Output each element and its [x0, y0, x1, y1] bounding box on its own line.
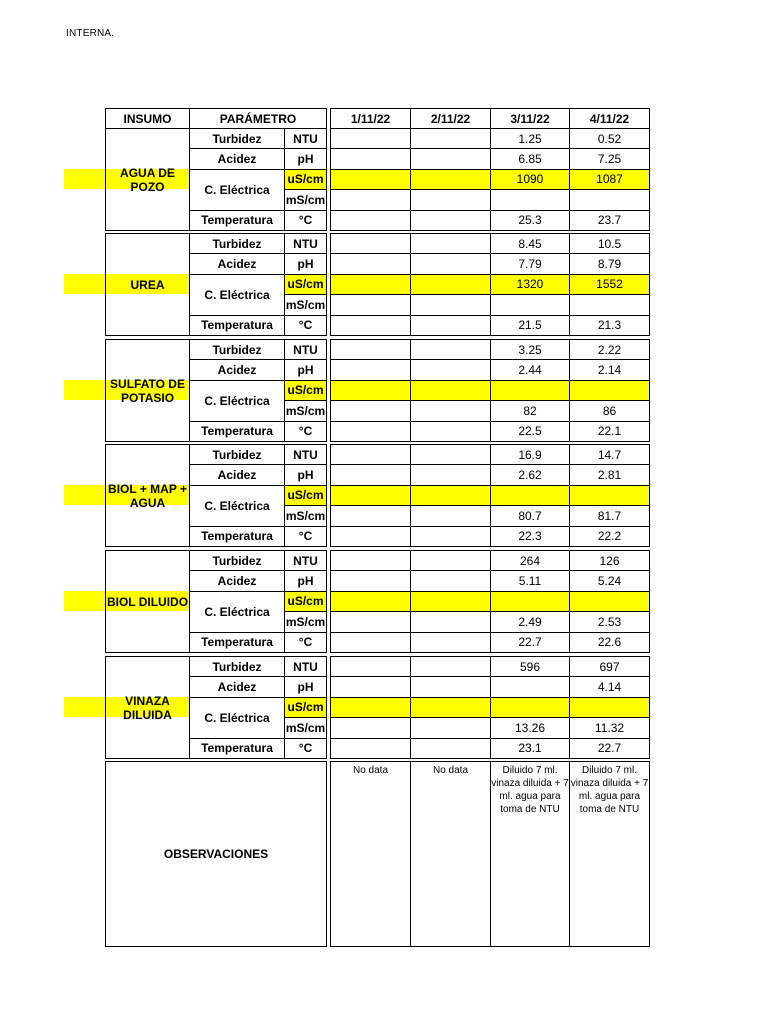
value-cell — [410, 464, 491, 485]
value-cell — [490, 189, 570, 210]
value-cell — [490, 676, 570, 697]
value-cell — [410, 274, 491, 295]
value-cell: 21.5 — [490, 315, 570, 336]
value-cell — [410, 591, 491, 612]
value-cell — [330, 738, 411, 759]
header-insumo: INSUMO — [105, 108, 190, 129]
unit-us: uS/cm — [284, 591, 327, 612]
value-cell — [410, 717, 491, 738]
param-temperatura: Temperatura — [189, 738, 285, 759]
insumo-name: SULFATO DE POTASIO — [105, 339, 190, 442]
observation-note: No data — [410, 761, 491, 947]
header-date: 2/11/22 — [410, 108, 491, 129]
unit-ms: mS/cm — [284, 717, 327, 738]
observation-note: Diluido 7 ml. vinaza diluida + 7 ml. agua para toma de NTU — [490, 761, 570, 947]
value-cell — [410, 611, 491, 632]
value-cell: 7.79 — [490, 253, 570, 274]
value-cell — [410, 632, 491, 653]
value-cell: 1090 — [490, 169, 570, 190]
value-cell: 3.25 — [490, 339, 570, 360]
value-cell — [330, 611, 411, 632]
value-cell: 596 — [490, 656, 570, 677]
unit-ms: mS/cm — [284, 189, 327, 210]
value-cell: 2.81 — [569, 464, 650, 485]
param-temperatura: Temperatura — [189, 210, 285, 231]
value-cell: 80.7 — [490, 505, 570, 526]
value-cell — [330, 717, 411, 738]
value-cell — [410, 189, 491, 210]
value-cell — [330, 676, 411, 697]
unit-ph: pH — [284, 359, 327, 380]
param-conductividad: C. Eléctrica — [189, 591, 285, 633]
insumo-name: AGUA DE POZO — [105, 128, 190, 231]
value-cell — [569, 485, 650, 506]
value-cell — [330, 169, 411, 190]
value-cell: 7.25 — [569, 148, 650, 169]
value-cell — [330, 464, 411, 485]
value-cell: 0.52 — [569, 128, 650, 149]
param-acidez: Acidez — [189, 570, 285, 591]
value-cell: 23.7 — [569, 210, 650, 231]
value-cell: 2.22 — [569, 339, 650, 360]
value-cell — [410, 738, 491, 759]
unit-ph: pH — [284, 464, 327, 485]
insumo-name: VINAZA DILUIDA — [105, 656, 190, 759]
value-cell — [410, 233, 491, 254]
value-cell: 22.5 — [490, 421, 570, 442]
value-cell: 2.49 — [490, 611, 570, 632]
value-cell — [569, 189, 650, 210]
value-cell — [330, 253, 411, 274]
unit-ntu: NTU — [284, 656, 327, 677]
unit-c: °C — [284, 738, 327, 759]
unit-ms: mS/cm — [284, 611, 327, 632]
value-cell — [410, 697, 491, 718]
value-cell — [330, 526, 411, 547]
value-cell — [410, 676, 491, 697]
observation-note: Diluido 7 ml. vinaza diluida + 7 ml. agua para toma de NTU — [569, 761, 650, 947]
value-cell — [569, 697, 650, 718]
value-cell — [330, 485, 411, 506]
param-conductividad: C. Eléctrica — [189, 169, 285, 211]
value-cell: 22.7 — [490, 632, 570, 653]
value-cell: 5.11 — [490, 570, 570, 591]
param-turbidez: Turbidez — [189, 128, 285, 149]
param-acidez: Acidez — [189, 148, 285, 169]
value-cell — [410, 400, 491, 421]
value-cell: 22.7 — [569, 738, 650, 759]
value-cell — [410, 294, 491, 315]
insumo-name: BIOL DILUIDO — [105, 550, 190, 653]
value-cell — [330, 233, 411, 254]
value-cell: 81.7 — [569, 505, 650, 526]
param-temperatura: Temperatura — [189, 315, 285, 336]
value-cell: 8.45 — [490, 233, 570, 254]
unit-c: °C — [284, 315, 327, 336]
value-cell — [330, 444, 411, 465]
param-acidez: Acidez — [189, 676, 285, 697]
value-cell: 8.79 — [569, 253, 650, 274]
value-cell — [569, 591, 650, 612]
param-temperatura: Temperatura — [189, 632, 285, 653]
value-cell: 13.26 — [490, 717, 570, 738]
value-cell — [330, 210, 411, 231]
unit-us: uS/cm — [284, 169, 327, 190]
value-cell — [410, 128, 491, 149]
value-cell — [330, 656, 411, 677]
value-cell: 16.9 — [490, 444, 570, 465]
param-temperatura: Temperatura — [189, 421, 285, 442]
value-cell — [410, 570, 491, 591]
unit-us: uS/cm — [284, 485, 327, 506]
param-conductividad: C. Eléctrica — [189, 380, 285, 422]
value-cell: 11.32 — [569, 717, 650, 738]
unit-ntu: NTU — [284, 233, 327, 254]
value-cell — [330, 697, 411, 718]
unit-ntu: NTU — [284, 550, 327, 571]
param-temperatura: Temperatura — [189, 526, 285, 547]
value-cell — [410, 315, 491, 336]
unit-c: °C — [284, 526, 327, 547]
unit-ntu: NTU — [284, 339, 327, 360]
value-cell: 25.3 — [490, 210, 570, 231]
value-cell: 6.85 — [490, 148, 570, 169]
unit-ph: pH — [284, 570, 327, 591]
value-cell — [330, 189, 411, 210]
param-turbidez: Turbidez — [189, 233, 285, 254]
value-cell: 1320 — [490, 274, 570, 295]
value-cell — [330, 421, 411, 442]
value-cell — [330, 632, 411, 653]
value-cell: 23.1 — [490, 738, 570, 759]
value-cell — [569, 294, 650, 315]
value-cell: 1087 — [569, 169, 650, 190]
param-turbidez: Turbidez — [189, 339, 285, 360]
value-cell — [410, 359, 491, 380]
unit-ph: pH — [284, 253, 327, 274]
value-cell — [330, 359, 411, 380]
value-cell: 1552 — [569, 274, 650, 295]
value-cell — [410, 210, 491, 231]
value-cell — [410, 421, 491, 442]
value-cell: 86 — [569, 400, 650, 421]
unit-c: °C — [284, 210, 327, 231]
value-cell — [410, 505, 491, 526]
value-cell: 22.1 — [569, 421, 650, 442]
unit-ms: mS/cm — [284, 505, 327, 526]
unit-c: °C — [284, 632, 327, 653]
param-turbidez: Turbidez — [189, 656, 285, 677]
value-cell — [490, 485, 570, 506]
value-cell: 14.7 — [569, 444, 650, 465]
value-cell: 2.14 — [569, 359, 650, 380]
value-cell — [569, 380, 650, 401]
value-cell — [330, 294, 411, 315]
header-parametro: PARÁMETRO — [189, 108, 327, 129]
value-cell: 1.25 — [490, 128, 570, 149]
value-cell: 22.3 — [490, 526, 570, 547]
value-cell: 21.3 — [569, 315, 650, 336]
param-conductividad: C. Eléctrica — [189, 485, 285, 527]
value-cell: 2.62 — [490, 464, 570, 485]
classification-label: INTERNA. — [66, 28, 115, 39]
header-date: 4/11/22 — [569, 108, 650, 129]
value-cell — [490, 294, 570, 315]
value-cell: 697 — [569, 656, 650, 677]
value-cell: 126 — [569, 550, 650, 571]
value-cell — [410, 526, 491, 547]
insumo-name: UREA — [105, 233, 190, 336]
value-cell — [330, 550, 411, 571]
header-date: 3/11/22 — [490, 108, 570, 129]
unit-us: uS/cm — [284, 274, 327, 295]
value-cell — [330, 400, 411, 421]
value-cell — [330, 148, 411, 169]
value-cell — [410, 485, 491, 506]
unit-c: °C — [284, 421, 327, 442]
value-cell — [330, 274, 411, 295]
insumo-name: BIOL + MAP + AGUA — [105, 444, 190, 547]
unit-ntu: NTU — [284, 444, 327, 465]
unit-ms: mS/cm — [284, 400, 327, 421]
unit-us: uS/cm — [284, 380, 327, 401]
value-cell — [490, 697, 570, 718]
value-cell: 2.44 — [490, 359, 570, 380]
value-cell: 4.14 — [569, 676, 650, 697]
value-cell — [330, 570, 411, 591]
value-cell — [410, 253, 491, 274]
unit-us: uS/cm — [284, 697, 327, 718]
value-cell — [410, 656, 491, 677]
value-cell: 2.53 — [569, 611, 650, 632]
param-acidez: Acidez — [189, 464, 285, 485]
value-cell — [490, 380, 570, 401]
value-cell: 10.5 — [569, 233, 650, 254]
value-cell — [330, 339, 411, 360]
unit-ms: mS/cm — [284, 294, 327, 315]
value-cell: 5.24 — [569, 570, 650, 591]
value-cell — [410, 444, 491, 465]
param-conductividad: C. Eléctrica — [189, 274, 285, 316]
value-cell: 264 — [490, 550, 570, 571]
unit-ph: pH — [284, 148, 327, 169]
observation-note: No data — [330, 761, 411, 947]
unit-ntu: NTU — [284, 128, 327, 149]
header-date: 1/11/22 — [330, 108, 411, 129]
value-cell — [410, 148, 491, 169]
param-turbidez: Turbidez — [189, 444, 285, 465]
param-acidez: Acidez — [189, 359, 285, 380]
unit-ph: pH — [284, 676, 327, 697]
value-cell — [330, 380, 411, 401]
value-cell — [330, 128, 411, 149]
value-cell — [330, 505, 411, 526]
value-cell: 82 — [490, 400, 570, 421]
value-cell — [330, 315, 411, 336]
value-cell — [410, 380, 491, 401]
param-conductividad: C. Eléctrica — [189, 697, 285, 739]
observaciones-label: OBSERVACIONES — [105, 761, 327, 947]
param-acidez: Acidez — [189, 253, 285, 274]
value-cell — [410, 169, 491, 190]
value-cell: 22.2 — [569, 526, 650, 547]
value-cell: 22.6 — [569, 632, 650, 653]
value-cell — [330, 591, 411, 612]
value-cell — [410, 550, 491, 571]
value-cell — [410, 339, 491, 360]
param-turbidez: Turbidez — [189, 550, 285, 571]
value-cell — [490, 591, 570, 612]
